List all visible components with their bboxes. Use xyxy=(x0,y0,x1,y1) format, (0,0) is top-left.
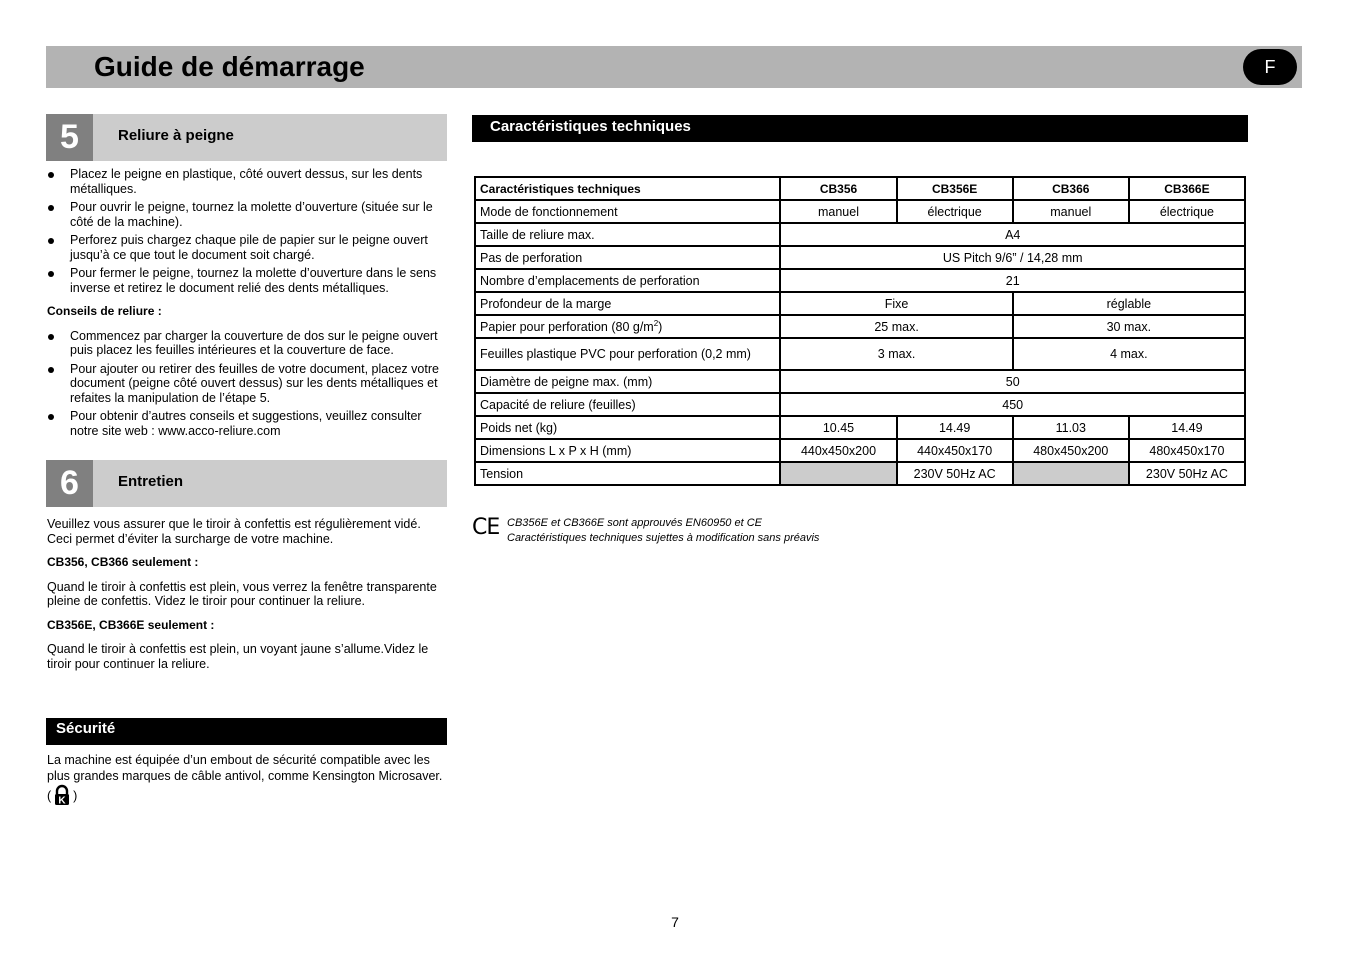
specs-title: Caractéristiques techniques xyxy=(490,118,691,135)
table-row xyxy=(475,200,1245,223)
table-row xyxy=(475,416,1245,439)
table-row xyxy=(475,439,1245,462)
list-item: Placez le peigne en plastique, côté ouvert dessus, sur les dents métalliques. xyxy=(47,167,447,196)
security-header xyxy=(46,718,447,745)
table-row xyxy=(475,292,1245,315)
page-title: Guide de démarrage xyxy=(94,51,365,82)
table-cell: 14.49 xyxy=(1129,416,1245,439)
modification-note: Caractéristiques techniques sujettes à modification sans préavis xyxy=(507,532,820,544)
step-5-number: 5 xyxy=(46,114,93,161)
security-content xyxy=(47,752,447,810)
table-row xyxy=(475,338,1245,370)
row-label: Capacité de reliure (feuilles) xyxy=(475,393,780,416)
maintenance-intro: Veuillez vous assurer que le tiroir à confettis est régulièrement vidé. Ceci permet d’éviter la surcharge de votre machine. xyxy=(47,517,421,546)
list-item: Pour fermer le peigne, tournez la molette d’ouverture dans le sens inverse et retirez le document relié des dents métalliques. xyxy=(47,266,447,295)
table-cell: 30 max. xyxy=(1013,315,1245,338)
list-item: Perforez puis chargez chaque pile de papier sur le peigne ouvert jusqu’à ce que tout le document soit chargé. xyxy=(47,233,447,262)
row-label: Nombre d’emplacements de perforation xyxy=(475,269,780,292)
step-6-number: 6 xyxy=(46,460,93,507)
step-5-content xyxy=(47,167,447,442)
row-label: Tension xyxy=(475,462,780,485)
list-item: Pour ajouter ou retirer des feuilles de votre document, placez votre document (peigne côté ouvert dessus) sur les dents métalliques et refaites la manipulation de l’étape 5. xyxy=(47,362,447,406)
step-5-bullet-list xyxy=(47,167,447,295)
maintenance-text-a: Quand le tiroir à confettis est plein, vous verrez la fenêtre transparente pleine de confettis. Videz le tiroir pour continuer la reliure. xyxy=(47,579,437,608)
table-header-cell: CB356E xyxy=(897,177,1013,200)
table-cell: 480x450x170 xyxy=(1129,439,1245,462)
table-cell: 480x450x200 xyxy=(1013,439,1129,462)
table-row xyxy=(475,393,1245,416)
table-cell: 3 max. xyxy=(780,338,1012,370)
step-5-header xyxy=(46,114,447,161)
maintenance-label-b: CB356E, CB366E seulement : xyxy=(47,617,215,632)
row-label-text: Papier pour perforation (80 g/m xyxy=(480,320,654,335)
header-bar xyxy=(46,46,1302,88)
security-title: Sécurité xyxy=(56,720,116,737)
row-label: Taille de reliure max. xyxy=(475,223,780,246)
approval-note: CB356E et CB366E sont approuvés EN60950 et CE xyxy=(507,517,762,529)
security-text-end: ) xyxy=(73,789,78,803)
tips-list xyxy=(47,329,447,439)
row-label-superscript: 2 xyxy=(653,318,659,328)
table-cell: réglable xyxy=(1013,292,1245,315)
table-cell: Fixe xyxy=(780,292,1012,315)
maintenance-label-a: CB356, CB366 seulement : xyxy=(47,555,199,569)
specs-header xyxy=(472,115,1248,142)
table-cell: 440x450x200 xyxy=(780,439,896,462)
step-6-content xyxy=(47,517,447,671)
specs-notes xyxy=(507,516,819,546)
step-6-title: Entretien xyxy=(118,473,184,490)
table-cell: manuel xyxy=(780,200,896,223)
table-cell: A4 xyxy=(780,223,1245,246)
language-badge: F xyxy=(1243,49,1297,85)
specs-table xyxy=(474,176,1246,486)
table-cell: électrique xyxy=(1129,200,1245,223)
row-label: Mode de fonctionnement xyxy=(475,200,780,223)
table-header-cell: CB366 xyxy=(1013,177,1129,200)
page-number: 7 xyxy=(671,914,679,930)
table-cell: 25 max. xyxy=(780,315,1012,338)
table-cell: 11.03 xyxy=(1013,416,1129,439)
row-label-end: ) xyxy=(658,320,663,335)
maintenance-text-b: Quand le tiroir à confettis est plein, un voyant jaune s’allume.Videz le tiroir pour continuer la reliure. xyxy=(47,642,429,671)
row-label: Dimensions L x P x H (mm) xyxy=(475,439,780,462)
step-5-title: Reliure à peigne xyxy=(118,127,234,144)
table-row xyxy=(475,462,1245,485)
svg-text:K: K xyxy=(58,795,66,806)
table-cell: électrique xyxy=(897,200,1013,223)
ce-mark-icon: CE xyxy=(472,515,500,540)
table-header-row xyxy=(475,177,1245,200)
table-cell: manuel xyxy=(1013,200,1129,223)
row-label: Pas de perforation xyxy=(475,246,780,269)
tips-label: Conseils de reliure : xyxy=(47,304,162,318)
row-label: Diamètre de peigne max. (mm) xyxy=(475,370,780,393)
table-cell: 230V 50Hz AC xyxy=(1129,462,1245,485)
table-header-cell: CB356 xyxy=(780,177,896,200)
row-label: Poids net (kg) xyxy=(475,416,780,439)
table-row xyxy=(475,315,1245,338)
table-cell: 440x450x170 xyxy=(897,439,1013,462)
table-cell: 4 max. xyxy=(1013,338,1245,370)
table-cell: 450 xyxy=(780,393,1245,416)
kensington-lock-icon xyxy=(53,784,71,810)
list-item: Commencez par charger la couverture de dos sur le peigne ouvert puis placez les feuilles intérieures et la couverture de face. xyxy=(47,329,447,358)
step-6-header xyxy=(46,460,447,507)
table-header-cell: CB366E xyxy=(1129,177,1245,200)
list-item: Pour ouvrir le peigne, tournez la molette d’ouverture (située sur le côté de la machine). xyxy=(47,200,447,229)
table-header-cell: Caractéristiques techniques xyxy=(475,177,780,200)
table-row xyxy=(475,269,1245,292)
table-cell: 230V 50Hz AC xyxy=(897,462,1013,485)
table-row xyxy=(475,246,1245,269)
row-label xyxy=(475,315,780,338)
table-cell: 21 xyxy=(780,269,1245,292)
row-label: Feuilles plastique PVC pour perforation (0,2 mm) xyxy=(475,338,780,370)
list-item: Pour obtenir d’autres conseils et suggestions, veuillez consulter notre site web : www.acco-reliure.com xyxy=(47,409,447,438)
table-cell: 10.45 xyxy=(780,416,896,439)
table-row xyxy=(475,223,1245,246)
table-cell: 14.49 xyxy=(897,416,1013,439)
table-row xyxy=(475,370,1245,393)
row-label: Profondeur de la marge xyxy=(475,292,780,315)
table-cell-empty xyxy=(780,462,896,485)
table-cell: 50 xyxy=(780,370,1245,393)
table-cell: US Pitch 9/6” / 14,28 mm xyxy=(780,246,1245,269)
security-text: La machine est équipée d’un embout de sécurité compatible avec les plus grandes marques de câble antivol, comme Kensington Microsaver. ( xyxy=(47,753,443,803)
table-cell-empty xyxy=(1013,462,1129,485)
